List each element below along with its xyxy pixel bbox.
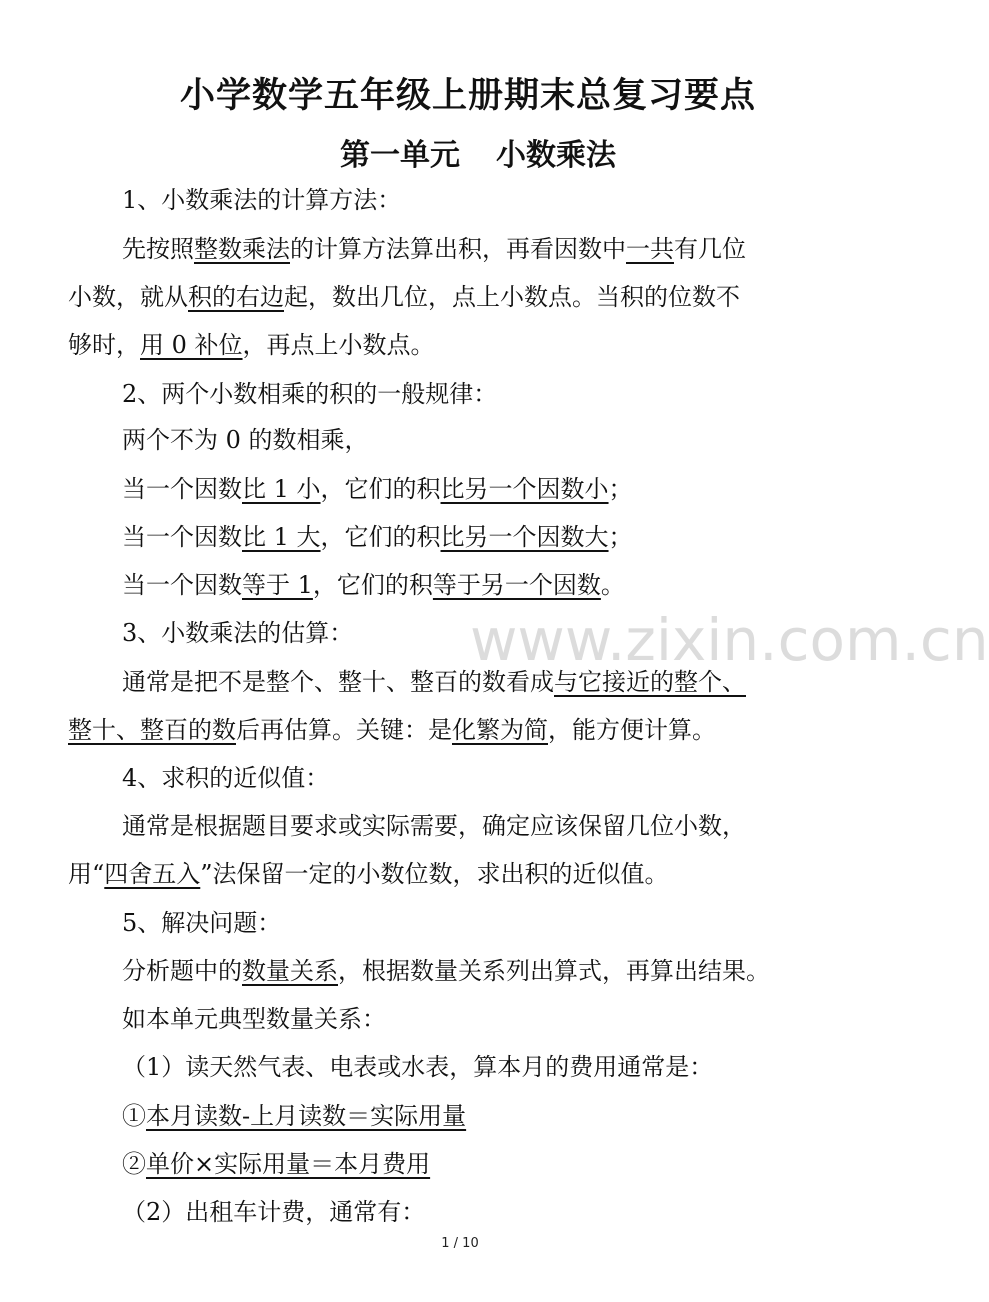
text-line [122,185,912,215]
text-segment: 1、小数乘法的计算方法： [122,186,402,214]
text-line [68,282,858,312]
underlined-keyword: 四舍五入 [104,860,201,888]
text-segment: 用“ [68,860,105,888]
underlined-keyword: 与它接近的整个、 [554,668,746,696]
text-segment: ，它们的积 [320,523,441,551]
text-segment: ，再点上小数点。 [242,331,435,359]
underlined-keyword: 一共 [626,235,674,263]
text-segment: ； [608,475,633,503]
text-segment: 的计算方法算出积，再看因数中 [290,235,626,263]
text-segment: 3、小数乘法的估算： [122,619,354,647]
text-segment: 当一个因数 [122,571,242,599]
text-segment: 两个不为 0 的数相乘， [122,426,369,454]
text-segment: ② [122,1150,146,1178]
underlined-keyword: 积的右边 [188,283,284,311]
underlined-keyword: 单价×实际用量＝本月费用 [146,1150,431,1178]
text-segment: 通常是根据题目要求或实际需要，确定应该保留几位小数， [122,812,746,840]
text-segment: 4、求积的近似值： [122,764,330,792]
underlined-keyword: 本月读数-上月读数＝实际用量 [146,1102,467,1130]
text-line [122,522,912,552]
text-line [122,1004,912,1034]
page-number: 1 / 10 [441,1236,479,1251]
text-line [122,570,912,600]
underlined-keyword: 整十、整百的数 [68,716,236,744]
text-segment: 5、解决问题： [122,909,282,937]
text-line [122,811,912,841]
text-line [68,859,858,889]
text-segment: ，它们的积 [312,571,433,599]
text-segment: 先按照 [122,235,194,263]
text-line [122,1197,912,1227]
text-segment: 通常是把不是整个、整十、整百的数看成 [122,668,554,696]
page-title: 小学数学五年级上册期末总复习要点 [180,76,757,116]
text-segment: 有几位 [674,235,746,263]
text-segment: ，能方便计算。 [548,716,716,744]
text-line [122,474,912,504]
text-segment: ”法保留一定的小数位数，求出积的近似值。 [200,860,669,888]
underlined-keyword: 数量关系 [242,957,338,985]
watermark: www.zixin.com.cn [470,606,989,674]
text-segment: 2、两个小数相乘的积的一般规律： [122,380,498,408]
text-segment: 够时， [68,331,140,359]
text-segment: 小数，就从 [68,283,188,311]
text-segment: 当一个因数 [122,475,242,503]
text-segment: 分析题中的 [122,957,242,985]
text-segment: ，它们的积 [320,475,441,503]
underlined-keyword: 等于另一个因数 [432,571,601,599]
text-segment: 后再估算。关键：是 [236,716,452,744]
text-segment: 如本单元典型数量关系： [122,1005,386,1033]
unit-label: 第一单元 [340,138,460,173]
text-segment: 当一个因数 [122,523,242,551]
text-segment: ，根据数量关系列出算式，再算出结果。 [338,957,770,985]
text-segment: ① [122,1102,146,1130]
text-line [68,715,858,745]
unit-heading [340,130,760,174]
text-line [122,1101,912,1131]
underlined-keyword: 比另一个因数大 [440,523,609,551]
text-segment: （2）出租车计费，通常有： [122,1198,426,1226]
text-line [122,1052,912,1082]
text-line [122,956,912,986]
underlined-keyword: 比另一个因数小 [440,475,609,503]
underlined-keyword: 比 1 大 [242,523,321,551]
text-line [122,425,912,455]
unit-name: 小数乘法 [496,138,616,173]
text-segment: 起，数出几位，点上小数点。当积的位数不 [284,283,740,311]
text-segment: ； [608,523,633,551]
text-line [122,1149,912,1179]
text-segment: 。 [600,571,625,599]
text-line [122,234,912,264]
underlined-keyword: 化繁为简 [452,716,548,744]
text-line [122,763,912,793]
text-segment: （1）读天然气表、电表或水表，算本月的费用通常是： [122,1053,714,1081]
underlined-keyword: 用 0 补位 [140,331,243,359]
text-line [122,379,912,409]
text-line [122,908,912,938]
underlined-keyword: 比 1 小 [242,475,321,503]
underlined-keyword: 整数乘法 [194,235,290,263]
underlined-keyword: 等于 1 [242,571,313,599]
text-line [68,330,858,360]
